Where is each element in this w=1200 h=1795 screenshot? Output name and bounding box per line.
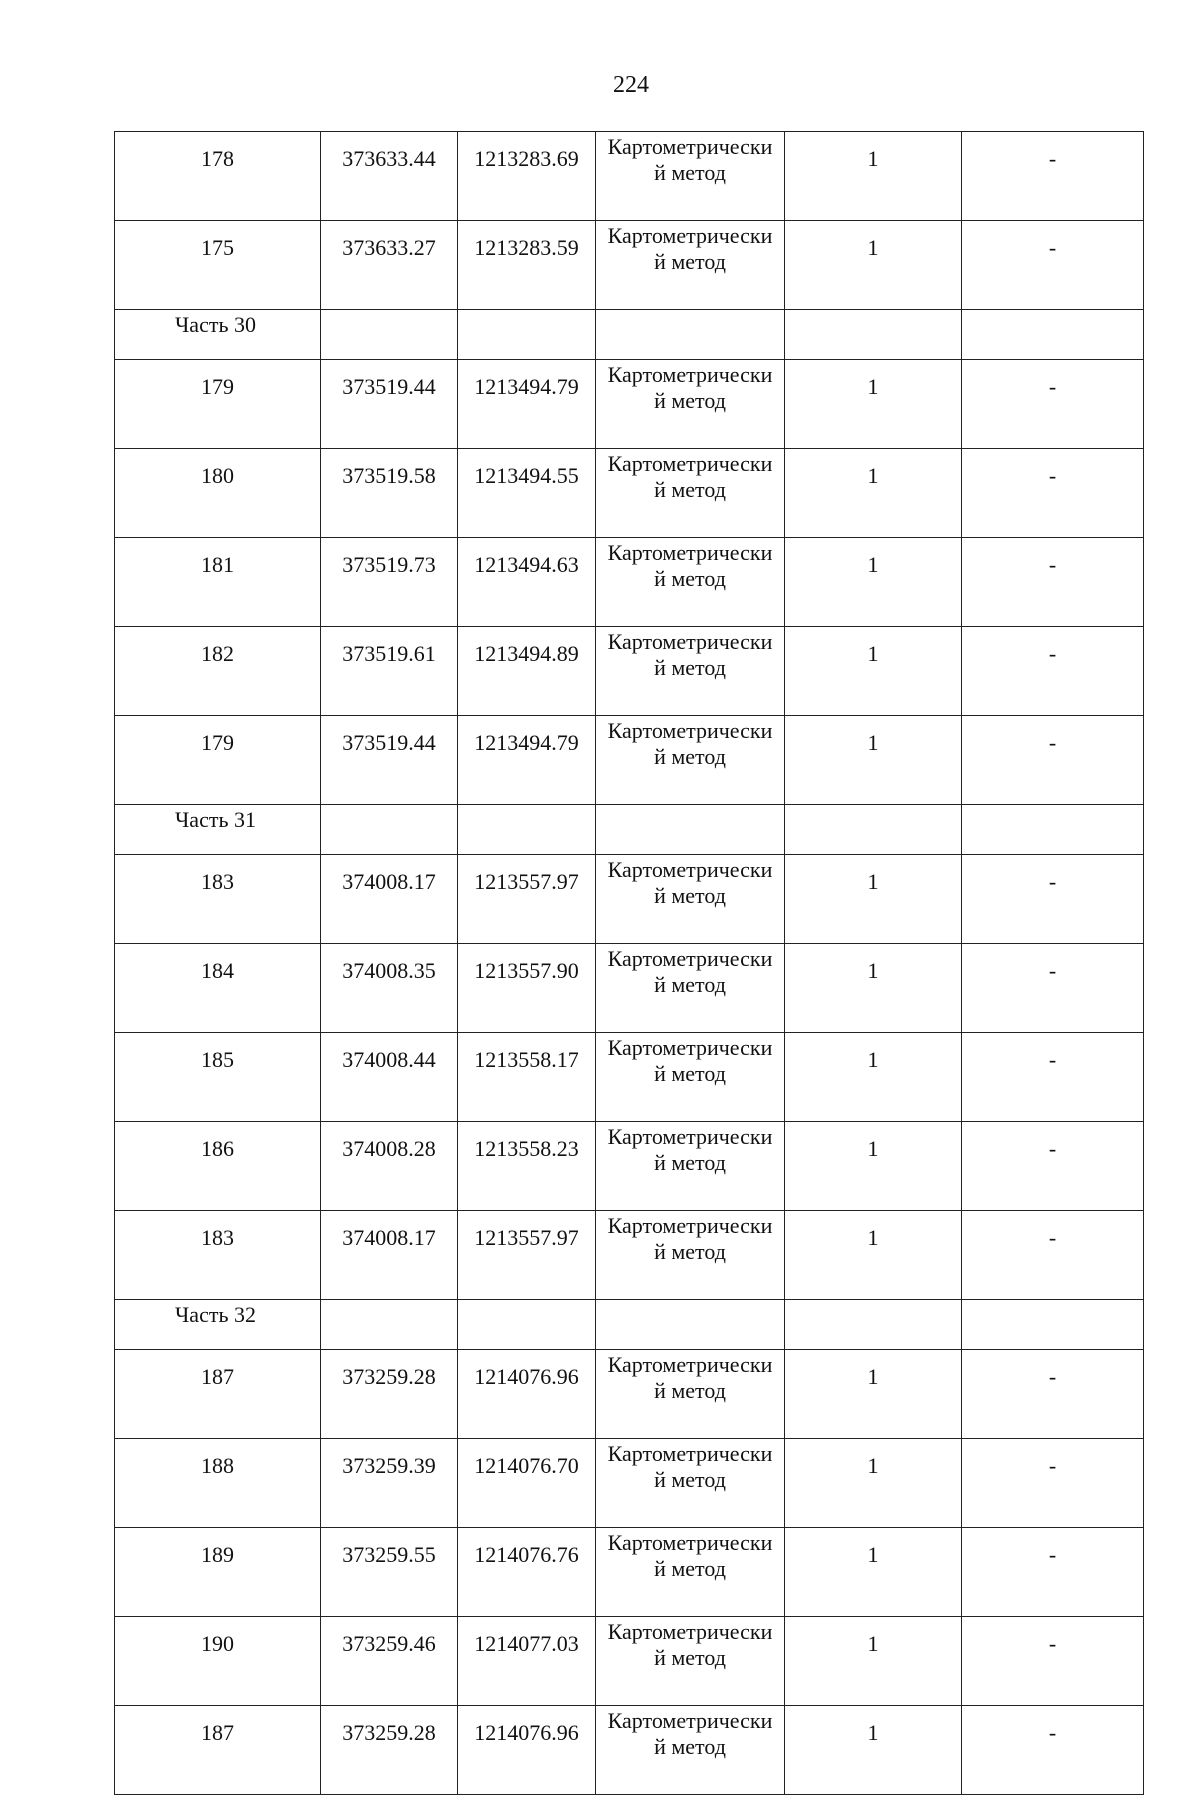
note-cell: - xyxy=(962,1122,1144,1211)
x-coordinate-cell: 374008.44 xyxy=(321,1033,458,1122)
table-row xyxy=(115,1350,1144,1439)
y-coordinate-cell: 1213558.23 xyxy=(458,1122,596,1211)
error-cell: 1 xyxy=(785,1122,962,1211)
note-cell: - xyxy=(962,1033,1144,1122)
point-number-cell: 186 xyxy=(115,1122,321,1211)
x-coordinate-cell: 373519.73 xyxy=(321,538,458,627)
method-line-1: Картометрически xyxy=(607,1619,773,1644)
method-cell xyxy=(596,716,785,805)
x-coordinate-cell: 374008.17 xyxy=(321,855,458,944)
method-cell xyxy=(596,538,785,627)
x-coordinate-cell: 374008.28 xyxy=(321,1122,458,1211)
method-line-1: Картометрически xyxy=(607,946,773,971)
method-line-1: Картометрически xyxy=(607,1708,773,1733)
method-line-2: й метод xyxy=(654,744,726,769)
method-cell xyxy=(596,1122,785,1211)
table-row xyxy=(115,855,1144,944)
note-cell: - xyxy=(962,944,1144,1033)
y-coordinate-cell: 1214076.96 xyxy=(458,1350,596,1439)
method-line-2: й метод xyxy=(654,883,726,908)
y-coordinate-cell: 1213494.79 xyxy=(458,360,596,449)
y-coordinate-cell: 1214076.96 xyxy=(458,1706,596,1795)
error-cell: 1 xyxy=(785,944,962,1033)
method-line-2: й метод xyxy=(654,1239,726,1264)
error-cell: 1 xyxy=(785,716,962,805)
y-coordinate-cell: 1213283.69 xyxy=(458,132,596,221)
empty-cell xyxy=(785,805,962,855)
table-row xyxy=(115,1439,1144,1528)
method-cell xyxy=(596,132,785,221)
y-coordinate-cell: 1213558.17 xyxy=(458,1033,596,1122)
note-cell: - xyxy=(962,1350,1144,1439)
point-number-cell: 190 xyxy=(115,1617,321,1706)
note-cell: - xyxy=(962,1528,1144,1617)
method-cell xyxy=(596,627,785,716)
table-row xyxy=(115,1033,1144,1122)
method-cell xyxy=(596,1350,785,1439)
x-coordinate-cell: 373259.46 xyxy=(321,1617,458,1706)
method-line-1: Картометрически xyxy=(607,629,773,654)
method-cell xyxy=(596,360,785,449)
method-line-2: й метод xyxy=(654,249,726,274)
empty-cell xyxy=(458,310,596,360)
method-cell xyxy=(596,449,785,538)
table-part-row xyxy=(115,310,1144,360)
point-number-cell: 175 xyxy=(115,221,321,310)
method-line-2: й метод xyxy=(654,1378,726,1403)
empty-cell xyxy=(596,310,785,360)
empty-cell xyxy=(785,1300,962,1350)
part-label: Часть 32 xyxy=(115,1300,321,1350)
note-cell: - xyxy=(962,1211,1144,1300)
error-cell: 1 xyxy=(785,1211,962,1300)
point-number-cell: 182 xyxy=(115,627,321,716)
y-coordinate-cell: 1213557.97 xyxy=(458,1211,596,1300)
table-row xyxy=(115,1617,1144,1706)
y-coordinate-cell: 1213283.59 xyxy=(458,221,596,310)
table-row xyxy=(115,538,1144,627)
table-row xyxy=(115,944,1144,1033)
method-line-2: й метод xyxy=(654,1645,726,1670)
y-coordinate-cell: 1213494.89 xyxy=(458,627,596,716)
point-number-cell: 179 xyxy=(115,360,321,449)
error-cell: 1 xyxy=(785,627,962,716)
method-cell xyxy=(596,221,785,310)
x-coordinate-cell: 373519.44 xyxy=(321,360,458,449)
error-cell: 1 xyxy=(785,1350,962,1439)
y-coordinate-cell: 1214076.76 xyxy=(458,1528,596,1617)
table-row xyxy=(115,221,1144,310)
x-coordinate-cell: 373519.58 xyxy=(321,449,458,538)
note-cell: - xyxy=(962,1439,1144,1528)
method-line-2: й метод xyxy=(654,1150,726,1175)
method-line-1: Картометрически xyxy=(607,1530,773,1555)
note-cell: - xyxy=(962,1706,1144,1795)
point-number-cell: 178 xyxy=(115,132,321,221)
x-coordinate-cell: 373259.39 xyxy=(321,1439,458,1528)
error-cell: 1 xyxy=(785,538,962,627)
error-cell: 1 xyxy=(785,221,962,310)
method-line-1: Картометрически xyxy=(607,857,773,882)
point-number-cell: 181 xyxy=(115,538,321,627)
note-cell: - xyxy=(962,449,1144,538)
y-coordinate-cell: 1213557.90 xyxy=(458,944,596,1033)
y-coordinate-cell: 1213494.79 xyxy=(458,716,596,805)
method-cell xyxy=(596,1439,785,1528)
method-line-1: Картометрически xyxy=(607,1124,773,1149)
method-line-2: й метод xyxy=(654,477,726,502)
empty-cell xyxy=(596,805,785,855)
note-cell: - xyxy=(962,360,1144,449)
error-cell: 1 xyxy=(785,360,962,449)
part-label: Часть 30 xyxy=(115,310,321,360)
point-number-cell: 183 xyxy=(115,1211,321,1300)
method-line-2: й метод xyxy=(654,1556,726,1581)
method-line-1: Картометрически xyxy=(607,718,773,743)
point-number-cell: 189 xyxy=(115,1528,321,1617)
note-cell: - xyxy=(962,221,1144,310)
method-cell xyxy=(596,944,785,1033)
method-cell xyxy=(596,1706,785,1795)
coordinates-table xyxy=(114,131,1144,1795)
table-row xyxy=(115,1122,1144,1211)
empty-cell xyxy=(321,1300,458,1350)
x-coordinate-cell: 374008.17 xyxy=(321,1211,458,1300)
empty-cell xyxy=(962,1300,1144,1350)
method-line-1: Картометрически xyxy=(607,1352,773,1377)
empty-cell xyxy=(321,805,458,855)
y-coordinate-cell: 1213494.63 xyxy=(458,538,596,627)
empty-cell xyxy=(785,310,962,360)
method-cell xyxy=(596,1617,785,1706)
method-line-2: й метод xyxy=(654,972,726,997)
note-cell: - xyxy=(962,627,1144,716)
method-line-2: й метод xyxy=(654,655,726,680)
x-coordinate-cell: 373259.55 xyxy=(321,1528,458,1617)
coordinates-table-body xyxy=(115,132,1144,1795)
method-line-2: й метод xyxy=(654,1061,726,1086)
table-part-row xyxy=(115,1300,1144,1350)
x-coordinate-cell: 373633.27 xyxy=(321,221,458,310)
method-line-1: Картометрически xyxy=(607,451,773,476)
note-cell: - xyxy=(962,716,1144,805)
empty-cell xyxy=(321,310,458,360)
part-label: Часть 31 xyxy=(115,805,321,855)
y-coordinate-cell: 1214077.03 xyxy=(458,1617,596,1706)
error-cell: 1 xyxy=(785,1706,962,1795)
method-line-1: Картометрически xyxy=(607,223,773,248)
table-row xyxy=(115,132,1144,221)
note-cell: - xyxy=(962,538,1144,627)
method-line-1: Картометрически xyxy=(607,362,773,387)
point-number-cell: 187 xyxy=(115,1350,321,1439)
error-cell: 1 xyxy=(785,1033,962,1122)
method-line-1: Картометрически xyxy=(607,540,773,565)
note-cell: - xyxy=(962,132,1144,221)
method-line-1: Картометрически xyxy=(607,1213,773,1238)
x-coordinate-cell: 373519.44 xyxy=(321,716,458,805)
point-number-cell: 184 xyxy=(115,944,321,1033)
x-coordinate-cell: 373259.28 xyxy=(321,1706,458,1795)
method-line-1: Картометрически xyxy=(607,1035,773,1060)
point-number-cell: 179 xyxy=(115,716,321,805)
table-row xyxy=(115,360,1144,449)
table-part-row xyxy=(115,805,1144,855)
method-line-2: й метод xyxy=(654,1734,726,1759)
point-number-cell: 185 xyxy=(115,1033,321,1122)
point-number-cell: 187 xyxy=(115,1706,321,1795)
method-line-2: й метод xyxy=(654,160,726,185)
error-cell: 1 xyxy=(785,1528,962,1617)
y-coordinate-cell: 1213494.55 xyxy=(458,449,596,538)
empty-cell xyxy=(458,805,596,855)
table-row xyxy=(115,1528,1144,1617)
method-cell xyxy=(596,855,785,944)
method-line-1: Картометрически xyxy=(607,134,773,159)
point-number-cell: 180 xyxy=(115,449,321,538)
point-number-cell: 188 xyxy=(115,1439,321,1528)
table-row xyxy=(115,1211,1144,1300)
method-line-2: й метод xyxy=(654,1467,726,1492)
error-cell: 1 xyxy=(785,132,962,221)
table-row xyxy=(115,1706,1144,1795)
table-row xyxy=(115,627,1144,716)
table-row xyxy=(115,716,1144,805)
empty-cell xyxy=(458,1300,596,1350)
x-coordinate-cell: 373633.44 xyxy=(321,132,458,221)
page-number: 224 xyxy=(613,72,649,98)
note-cell: - xyxy=(962,1617,1144,1706)
empty-cell xyxy=(962,310,1144,360)
point-number-cell: 183 xyxy=(115,855,321,944)
x-coordinate-cell: 374008.35 xyxy=(321,944,458,1033)
table-row xyxy=(115,449,1144,538)
empty-cell xyxy=(596,1300,785,1350)
method-line-2: й метод xyxy=(654,388,726,413)
error-cell: 1 xyxy=(785,855,962,944)
x-coordinate-cell: 373519.61 xyxy=(321,627,458,716)
method-line-1: Картометрически xyxy=(607,1441,773,1466)
y-coordinate-cell: 1213557.97 xyxy=(458,855,596,944)
method-line-2: й метод xyxy=(654,566,726,591)
method-cell xyxy=(596,1033,785,1122)
error-cell: 1 xyxy=(785,1439,962,1528)
note-cell: - xyxy=(962,855,1144,944)
y-coordinate-cell: 1214076.70 xyxy=(458,1439,596,1528)
method-cell xyxy=(596,1211,785,1300)
empty-cell xyxy=(962,805,1144,855)
error-cell: 1 xyxy=(785,449,962,538)
method-cell xyxy=(596,1528,785,1617)
x-coordinate-cell: 373259.28 xyxy=(321,1350,458,1439)
error-cell: 1 xyxy=(785,1617,962,1706)
